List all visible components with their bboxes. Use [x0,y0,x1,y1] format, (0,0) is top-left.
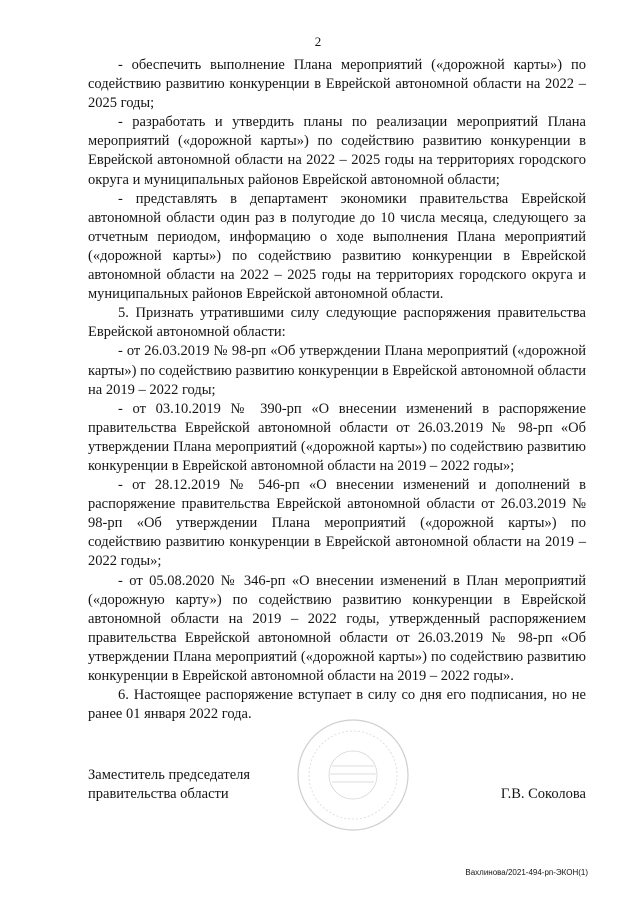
paragraph-develop-plans: - разработать и утвердить планы по реализации мероприятий Плана мероприятий («дорожной карты») по содействию развитию конкуренции в Еврейской автономной области на 2022 – 2025 годы на территориях городского округа и муниципальных районов Еврейской автономной области; [88,114,586,188]
signature-block [88,766,586,804]
paragraph-repeal-390rp: - от 03.10.2019 № 390-рп «О внесении изменений в распоряжение правительства Еврейской автономной области от 26.03.2019 № 98-рп «Об утверждении Плана мероприятий («дорожной карты») по содействию развитию конкуренции в Еврейской автономной области на 2019 – 2022 годы»; [88,400,586,474]
paragraph-ensure-plan: - обеспечить выполнение Плана мероприятий («дорожной карты») по содействию развитию конкуренции в Еврейской автономной области на 2022 – 2025 годы; [88,57,586,112]
paragraph-item-5: 5. Признать утратившими силу следующие распоряжения правительства Еврейской автономной области: [88,305,586,341]
document-body [88,56,586,724]
signatory-name: Г.В. Соколова [500,786,586,802]
paragraph-repeal-546rp: - от 28.12.2019 № 546-рп «О внесении изменений и дополнений в распоряжение правительства Еврейской автономной области от 26.03.2019 № 98-рп «Об утверждении Плана мероприятий («дорожной карты») по содействию развитию конкуренции в Еврейской автономной области на 2019 – 2022 годы»; [88,477,586,570]
document-footer-code: Вахлинова/2021-494-рп-ЭКОН(1) [465,868,588,877]
paragraph-report: - представлять в департамент экономики правительства Еврейской автономной области один раз в полугодие до 10 числа месяца, следующего за отчетным периодом, информацию о ходе выполнения Плана мероприятий («дорожной карты») по содействию развитию конкуренции в Еврейской автономной области на 2022 – 2025 годы на территориях городского округа и муниципальных районов Еврейской автономной области. [88,190,586,303]
page-number: 2 [314,34,322,49]
signatory-position: Заместитель председателя правительства области [88,767,251,803]
paragraph-repeal-98rp: - от 26.03.2019 № 98-рп «Об утверждении Плана мероприятий («дорожной карты») по содействию развитию конкуренции в Еврейской автономной области на 2019 – 2022 годы; [88,343,586,398]
paragraph-repeal-346rp: - от 05.08.2020 № 346-рп «О внесении изменений в План мероприятий («дорожную карту») по содействию развитию конкуренции в Еврейской автономной области на 2019 – 2022 годы, утвержденный распоряжением правительства Еврейской автономной области от 26.03.2019 № 98-рп «Об утверждении Плана мероприятий («дорожной карты») по содействию развитию конкуренции в Еврейской автономной области на 2019 – 2022 годы». [88,572,586,684]
paragraph-item-6: 6. Настоящее распоряжение вступает в силу со дня его подписания, но не ранее 01 января 2022 года. [88,687,586,723]
